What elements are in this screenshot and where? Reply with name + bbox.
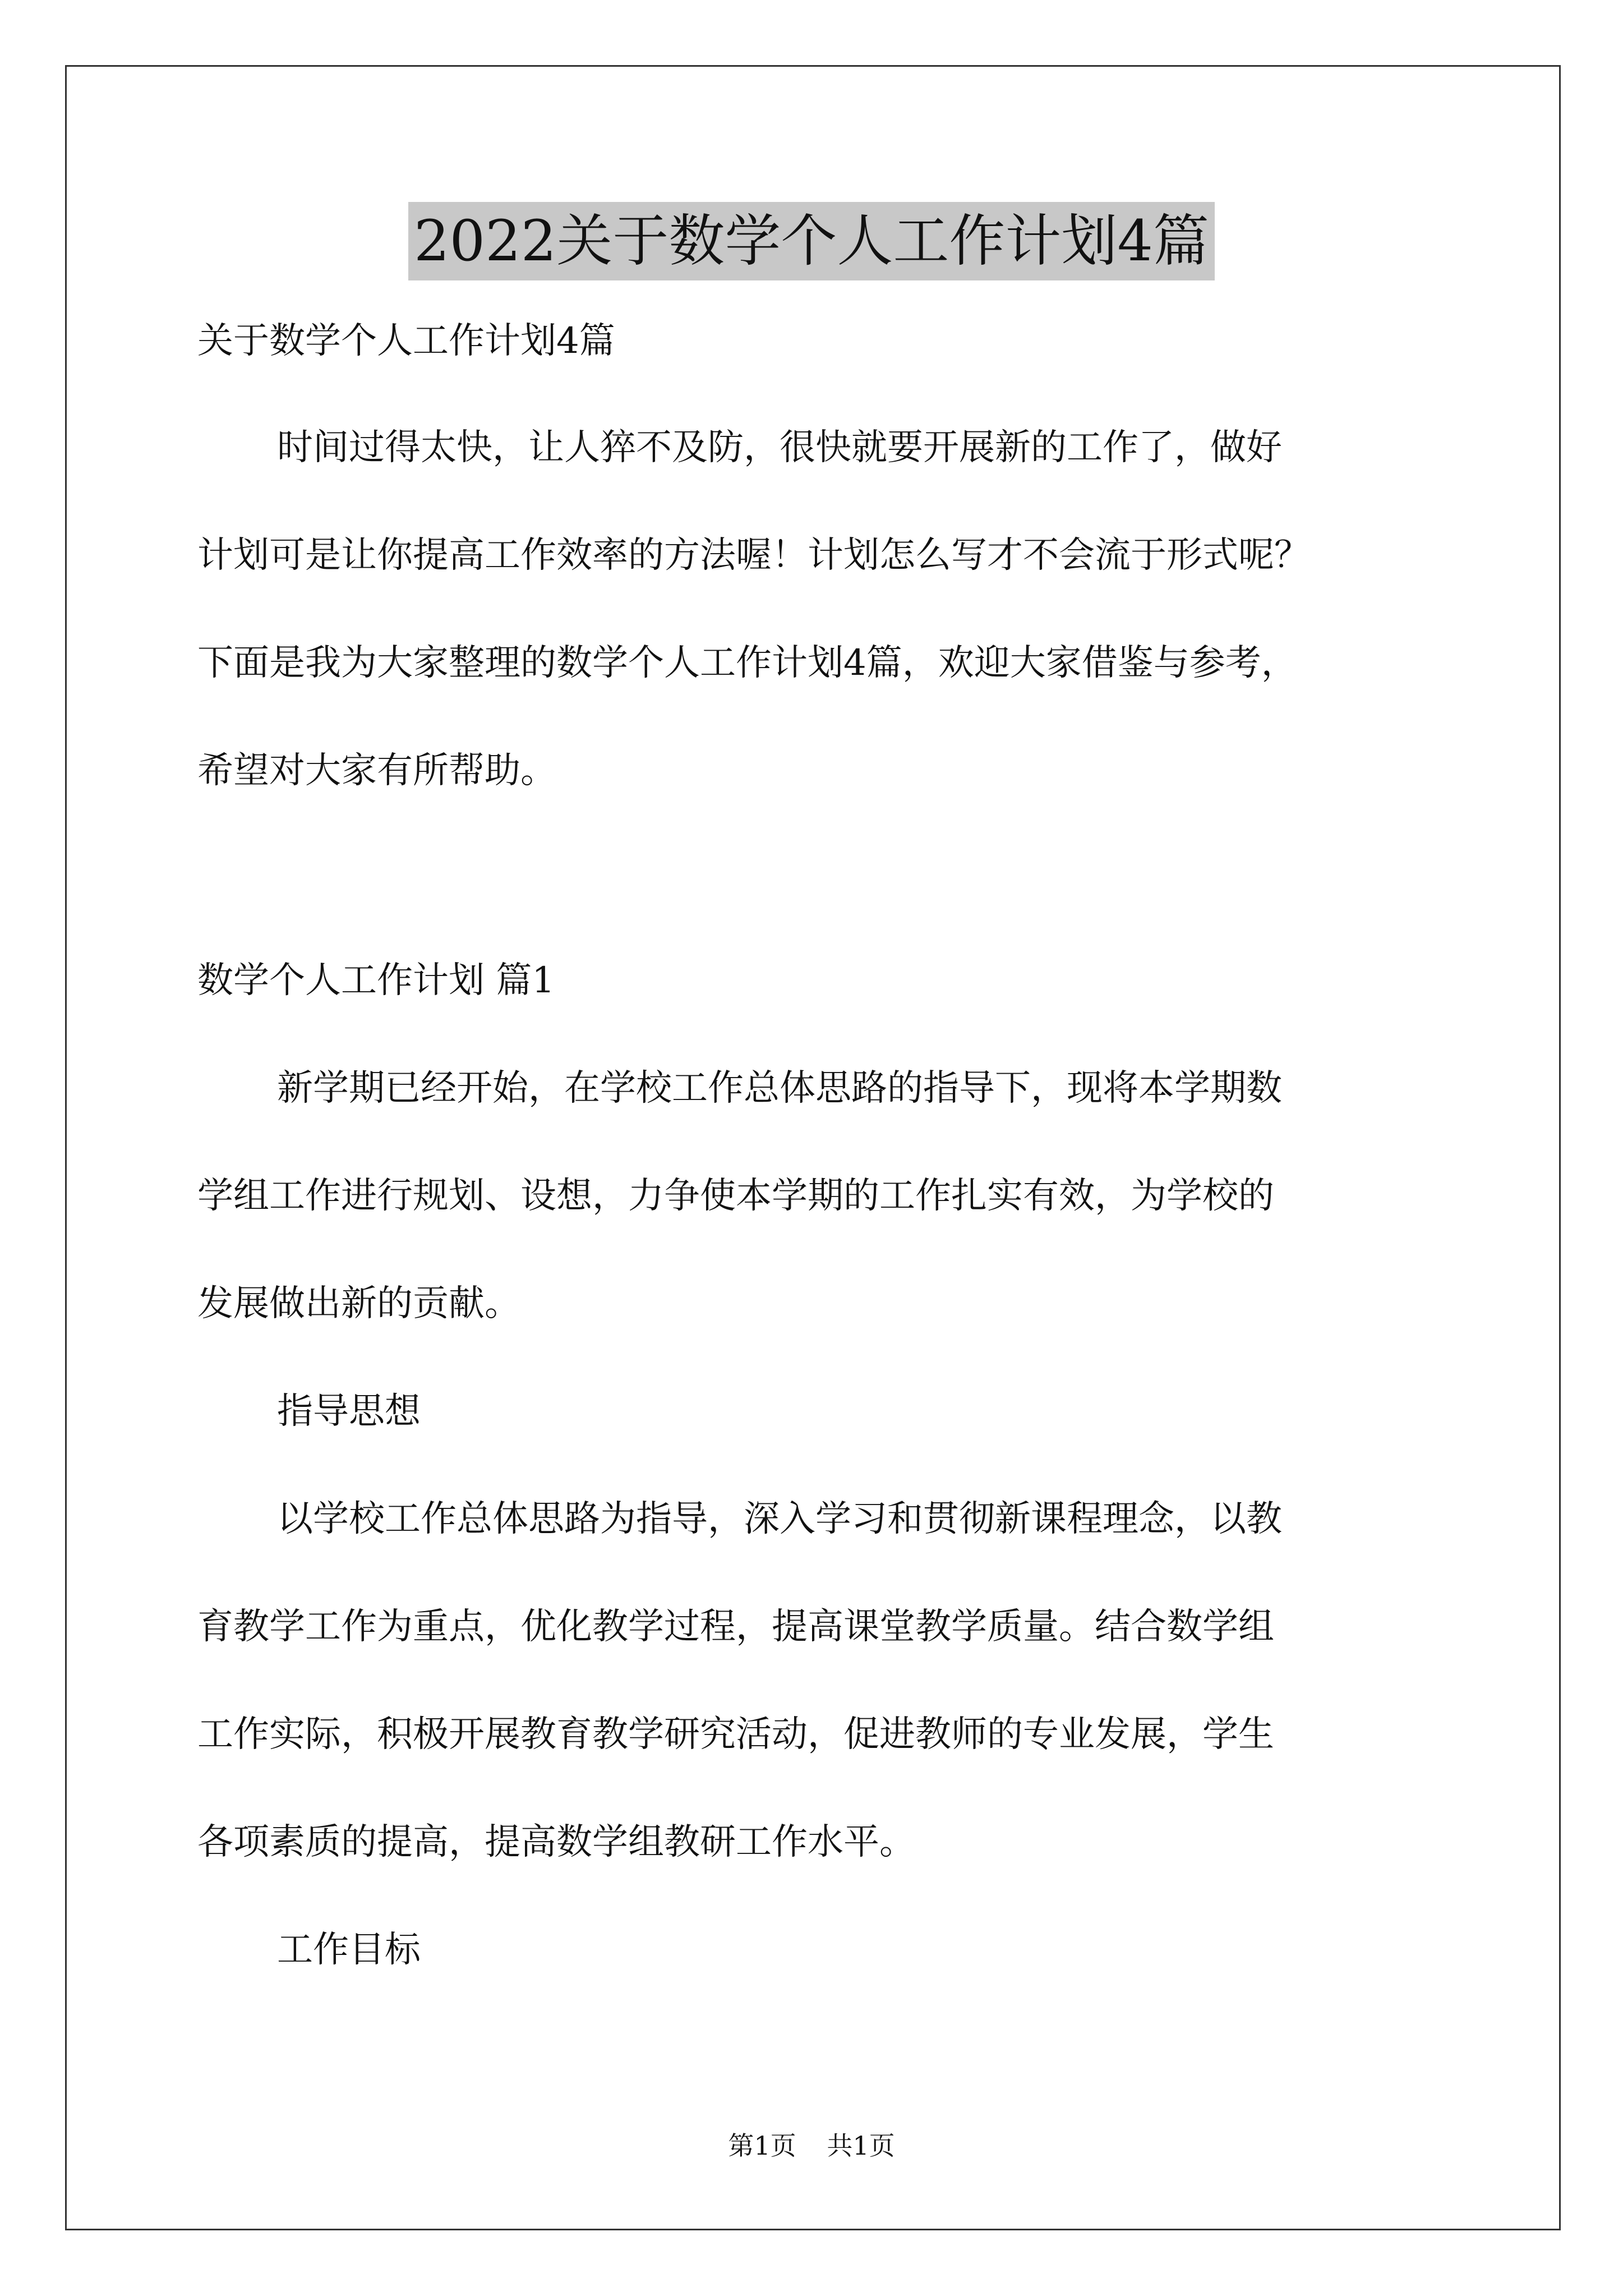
intro-line-2: 计划可是让你提高工作效率的方法喔！计划怎么写才不会流于形式呢？ bbox=[197, 535, 1310, 576]
document-subtitle: 关于数学个人工作计划4篇 bbox=[197, 320, 615, 362]
guiding-line-4: 各项素质的提高，提高数学组教研工作水平。 bbox=[197, 1821, 915, 1863]
page-footer bbox=[0, 2129, 1623, 2162]
goal-heading: 工作目标 bbox=[277, 1929, 421, 1971]
page-total: 共1页 bbox=[827, 2131, 895, 2161]
intro-line-3: 下面是我为大家整理的数学个人工作计划4篇，欢迎大家借鉴与参考， bbox=[197, 642, 1297, 684]
guiding-line-3: 工作实际，积极开展教育教学研究活动，促进教师的专业发展，学生 bbox=[197, 1714, 1274, 1755]
section1-line-1: 新学期已经开始，在学校工作总体思路的指导下，现将本学期数 bbox=[277, 1068, 1282, 1109]
section1-heading: 数学个人工作计划 篇1 bbox=[197, 960, 555, 1001]
guiding-heading: 指导思想 bbox=[277, 1391, 421, 1432]
page-current: 第1页 bbox=[728, 2131, 796, 2161]
page-border bbox=[65, 65, 1561, 2230]
guiding-line-2: 育教学工作为重点，优化教学过程，提高课堂教学质量。结合数学组 bbox=[197, 1606, 1274, 1648]
intro-line-4: 希望对大家有所帮助。 bbox=[197, 750, 556, 792]
document-title: 2022关于数学个人工作计划4篇 bbox=[408, 202, 1215, 280]
title-container bbox=[0, 202, 1623, 280]
section1-line-3: 发展做出新的贡献。 bbox=[197, 1283, 520, 1324]
section1-line-2: 学组工作进行规划、设想，力争使本学期的工作扎实有效，为学校的 bbox=[197, 1175, 1274, 1217]
guiding-line-1: 以学校工作总体思路为指导，深入学习和贯彻新课程理念，以教 bbox=[277, 1498, 1282, 1540]
intro-line-1: 时间过得太快，让人猝不及防，很快就要开展新的工作了，做好 bbox=[277, 427, 1282, 468]
